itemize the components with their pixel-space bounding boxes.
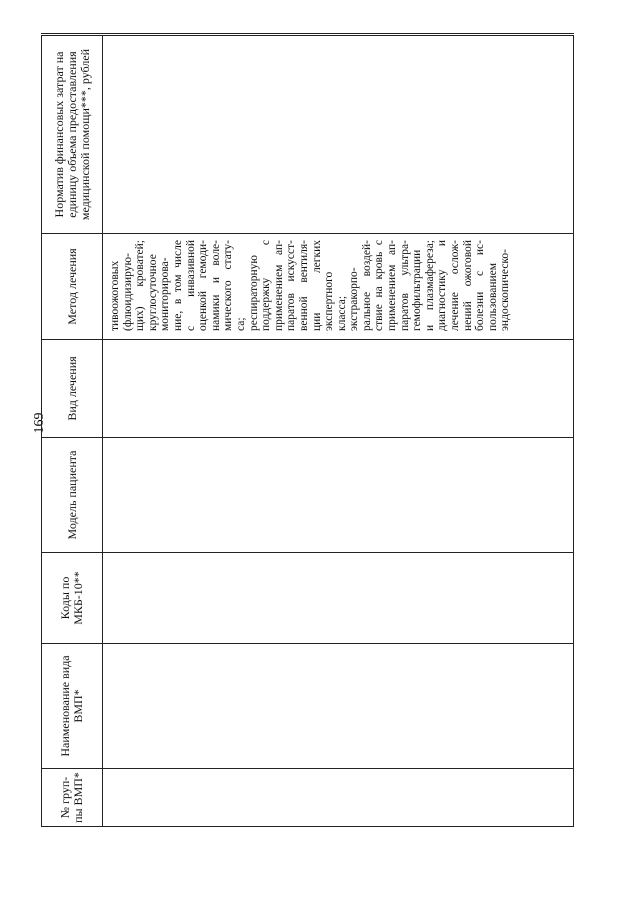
method-line: венной вентиля- xyxy=(297,240,310,331)
header-cost-standard: Норматив финансовых затрат на единицу объема предоставления медицинской помощи***, рублей xyxy=(42,35,103,234)
method-line: мического стату- xyxy=(222,240,235,331)
method-line: ствие на кровь с xyxy=(373,240,386,331)
method-line: лечение ослож- xyxy=(449,240,462,331)
header-vmp-name: Наименование вида ВМП* xyxy=(42,644,103,769)
method-line: паратов искусст- xyxy=(285,240,298,331)
header-treatment-type: Вид лечения xyxy=(42,340,103,438)
rotated-table-wrapper xyxy=(41,35,565,827)
header-icd-codes: Коды по МКБ-10** xyxy=(42,553,103,644)
method-line: экспертного xyxy=(323,271,336,331)
method-line: эндоскопическо- xyxy=(499,248,512,331)
method-line: диагностику и xyxy=(436,240,449,331)
cell-patient-model xyxy=(103,438,574,553)
method-line: оценкой гемоди- xyxy=(197,240,210,331)
method-line: нений ожоговой xyxy=(461,240,474,331)
method-text xyxy=(109,240,512,331)
cell-icd-codes xyxy=(103,553,574,644)
method-line: пользованием xyxy=(486,262,499,331)
method-line: болезни с ис- xyxy=(474,240,487,331)
cell-cost-standard xyxy=(103,35,574,234)
method-line: применением ап- xyxy=(386,240,399,331)
method-line: ральное воздей- xyxy=(360,240,373,331)
method-line: с инвазивной xyxy=(184,240,197,331)
page-number: 169 xyxy=(32,412,47,434)
method-line: тивоожоговых xyxy=(109,260,121,331)
vmp-table xyxy=(41,33,574,827)
method-line: намики и воле- xyxy=(209,240,222,331)
method-line: респираторную xyxy=(247,255,260,331)
header-row xyxy=(42,35,103,827)
header-patient-model: Модель пациента xyxy=(42,438,103,553)
method-line: мониторирова- xyxy=(159,257,172,331)
method-line: класса; xyxy=(335,295,348,331)
cell-treatment-method xyxy=(103,234,574,340)
cell-vmp-name xyxy=(103,644,574,769)
table-canvas xyxy=(41,35,565,827)
table-row xyxy=(103,35,574,827)
method-line: ции легких xyxy=(310,240,323,331)
cell-group-number xyxy=(103,769,574,827)
method-line: ние, в том числе xyxy=(171,240,184,331)
method-line: круглосуточное xyxy=(146,254,159,331)
method-line: гемофильтрации xyxy=(411,249,424,331)
method-line: са; xyxy=(234,317,247,331)
method-line: (флюидизирую- xyxy=(121,253,134,331)
method-line: поддержку с xyxy=(260,240,273,331)
method-line: экстракорпо- xyxy=(348,267,361,331)
method-line: паратов ультра- xyxy=(398,240,411,331)
method-line: и плазмафереза; xyxy=(423,240,436,331)
method-line: применением ап- xyxy=(272,240,285,331)
header-group-number: № груп-пы ВМП* xyxy=(42,769,103,827)
cell-treatment-type xyxy=(103,340,574,438)
header-treatment-method: Метод лечения xyxy=(42,234,103,340)
method-line: щих) кроватей; xyxy=(134,240,147,331)
